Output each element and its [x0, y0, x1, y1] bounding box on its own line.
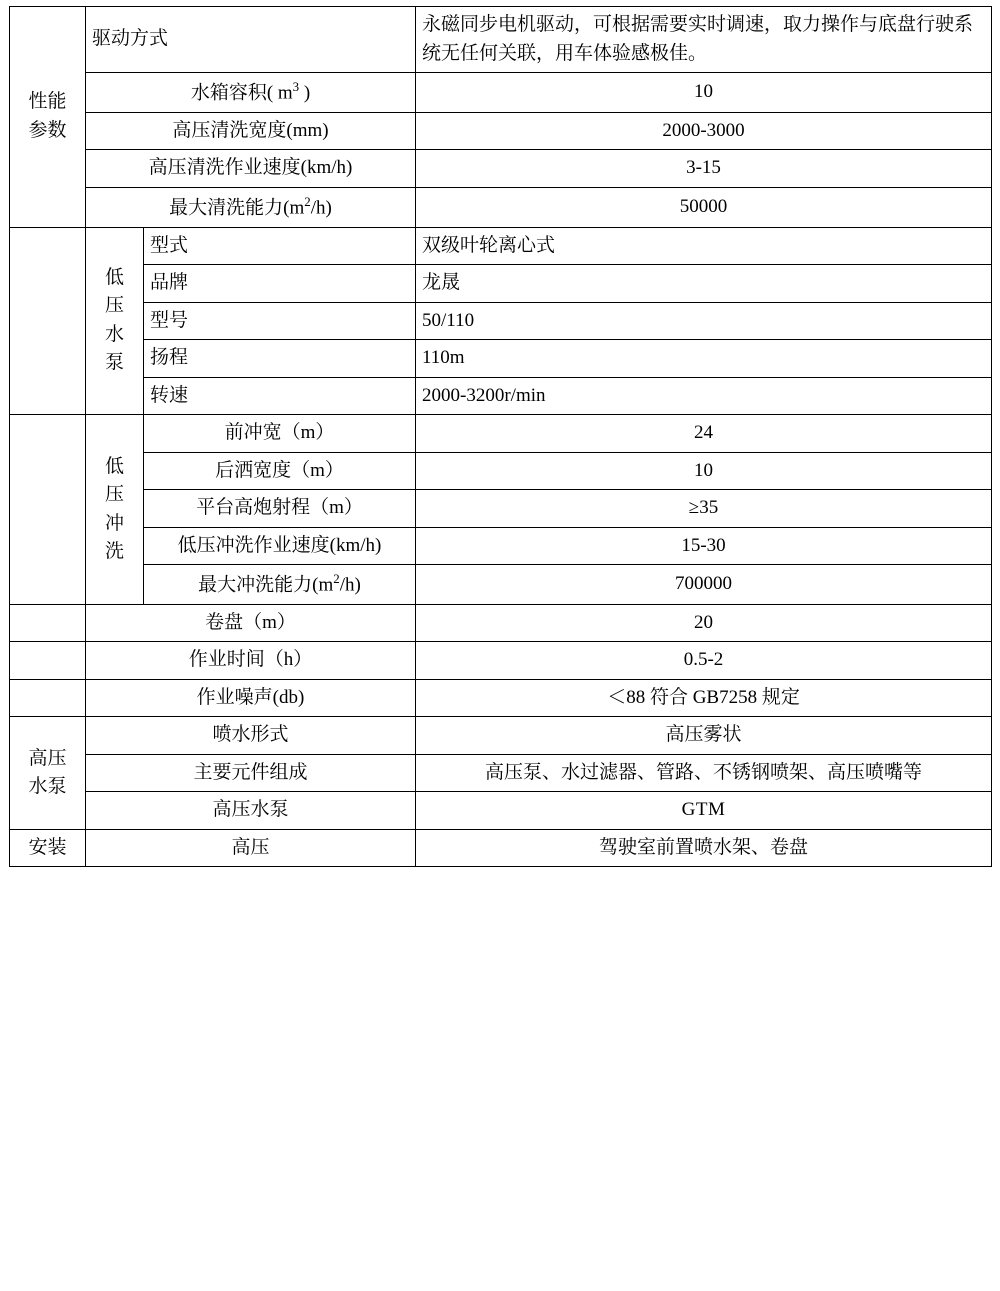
- value-reel: 20: [416, 604, 992, 642]
- table-row: [10, 377, 992, 415]
- label-main-components: 主要元件组成: [86, 754, 416, 792]
- spacer-cell-left-4: [10, 642, 86, 680]
- specification-table: [9, 6, 992, 867]
- spacer-cell-left-3: [10, 604, 86, 642]
- spec-sheet: [0, 6, 1000, 1291]
- table-row: [10, 265, 992, 303]
- label-hp-wash-capacity: 最大清洗能力$(m^2/h)$: [86, 187, 416, 227]
- label-reel: 卷盘（m）: [86, 604, 416, 642]
- table-row: [10, 490, 992, 528]
- row-label-performance: 性能 参数: [10, 7, 86, 228]
- table-row: [10, 679, 992, 717]
- label-pump-model: 型号: [144, 302, 416, 340]
- table-row: [10, 7, 992, 73]
- table-row: [10, 187, 992, 227]
- value-pump-model: 50/110: [416, 302, 992, 340]
- value-hp-wash-width: 2000-3000: [416, 112, 992, 150]
- label-rear-width: 后洒宽度（m）: [144, 452, 416, 490]
- value-work-time: 0.5-2: [416, 642, 992, 680]
- label-pump-type: 型式: [144, 227, 416, 265]
- table-row: [10, 302, 992, 340]
- label-front-width: 前冲宽（m）: [144, 415, 416, 453]
- label-cannon-range: 平台高炮射程（m）: [144, 490, 416, 528]
- value-pump-head: 110m: [416, 340, 992, 378]
- group-label-install: 安装: [10, 829, 86, 867]
- value-install-hp: 驾驶室前置喷水架、卷盘: [416, 829, 992, 867]
- spacer-cell-left-1: [10, 227, 86, 415]
- label-lp-wash-speed: 低压冲洗作业速度(km/h): [144, 527, 416, 565]
- label-work-time: 作业时间（h）: [86, 642, 416, 680]
- value-lp-wash-capacity: 700000: [416, 565, 992, 605]
- label-pump-speed: 转速: [144, 377, 416, 415]
- table-row: [10, 415, 992, 453]
- table-row: [10, 73, 992, 113]
- value-main-components: 高压泵、水过滤器、管路、不锈钢喷架、高压喷嘴等: [416, 754, 992, 792]
- value-drive-method: 永磁同步电机驱动，可根据需要实时调速，取力操作与底盘行驶系统无任何关联，用车体验感极佳。: [416, 7, 992, 73]
- value-spray-form: 高压雾状: [416, 717, 992, 755]
- label-lp-wash-capacity: 最大冲洗能力$(m^2/h)$: [144, 565, 416, 605]
- value-pump-type: 双级叶轮离心式: [416, 227, 992, 265]
- table-row: [10, 829, 992, 867]
- value-noise: ＜88 符合 GB7258 规定: [416, 679, 992, 717]
- value-front-width: 24: [416, 415, 992, 453]
- label-tank-volume: 水箱容积( $m^3$ ): [86, 73, 416, 113]
- value-pump-brand: 龙晟: [416, 265, 992, 303]
- group-label-highpressure-pump: 高压 水泵: [10, 717, 86, 830]
- value-hp-wash-speed: 3-15: [416, 150, 992, 188]
- table-row: [10, 227, 992, 265]
- spacer-cell-left-5: [10, 679, 86, 717]
- table-row: [10, 150, 992, 188]
- table-row: [10, 112, 992, 150]
- label-hp-wash-speed: 高压清洗作业速度(km/h): [86, 150, 416, 188]
- table-row: [10, 792, 992, 830]
- table-row: [10, 340, 992, 378]
- label-pump-head: 扬程: [144, 340, 416, 378]
- spacer-cell-left-2: [10, 415, 86, 605]
- group-label-lowpressure-wash: 低 压 冲 洗: [86, 415, 144, 605]
- value-hp-pump: GTM: [416, 792, 992, 830]
- label-install-hp: 高压: [86, 829, 416, 867]
- value-cannon-range: ≥35: [416, 490, 992, 528]
- table-row: [10, 565, 992, 605]
- table-row: [10, 527, 992, 565]
- table-row: [10, 452, 992, 490]
- value-lp-wash-speed: 15-30: [416, 527, 992, 565]
- value-pump-speed: 2000-3200r/min: [416, 377, 992, 415]
- value-rear-width: 10: [416, 452, 992, 490]
- table-row: [10, 642, 992, 680]
- label-hp-pump: 高压水泵: [86, 792, 416, 830]
- label-spray-form: 喷水形式: [86, 717, 416, 755]
- label-noise: 作业噪声(db): [86, 679, 416, 717]
- label-pump-brand: 品牌: [144, 265, 416, 303]
- table-row: [10, 717, 992, 755]
- label-drive-method: 驱动方式: [86, 7, 416, 73]
- group-label-lowpressure-pump: 低 压 水 泵: [86, 227, 144, 415]
- label-hp-wash-width: 高压清洗宽度(mm): [86, 112, 416, 150]
- value-hp-wash-capacity: 50000: [416, 187, 992, 227]
- table-row: [10, 754, 992, 792]
- table-row: [10, 604, 992, 642]
- value-tank-volume: 10: [416, 73, 992, 113]
